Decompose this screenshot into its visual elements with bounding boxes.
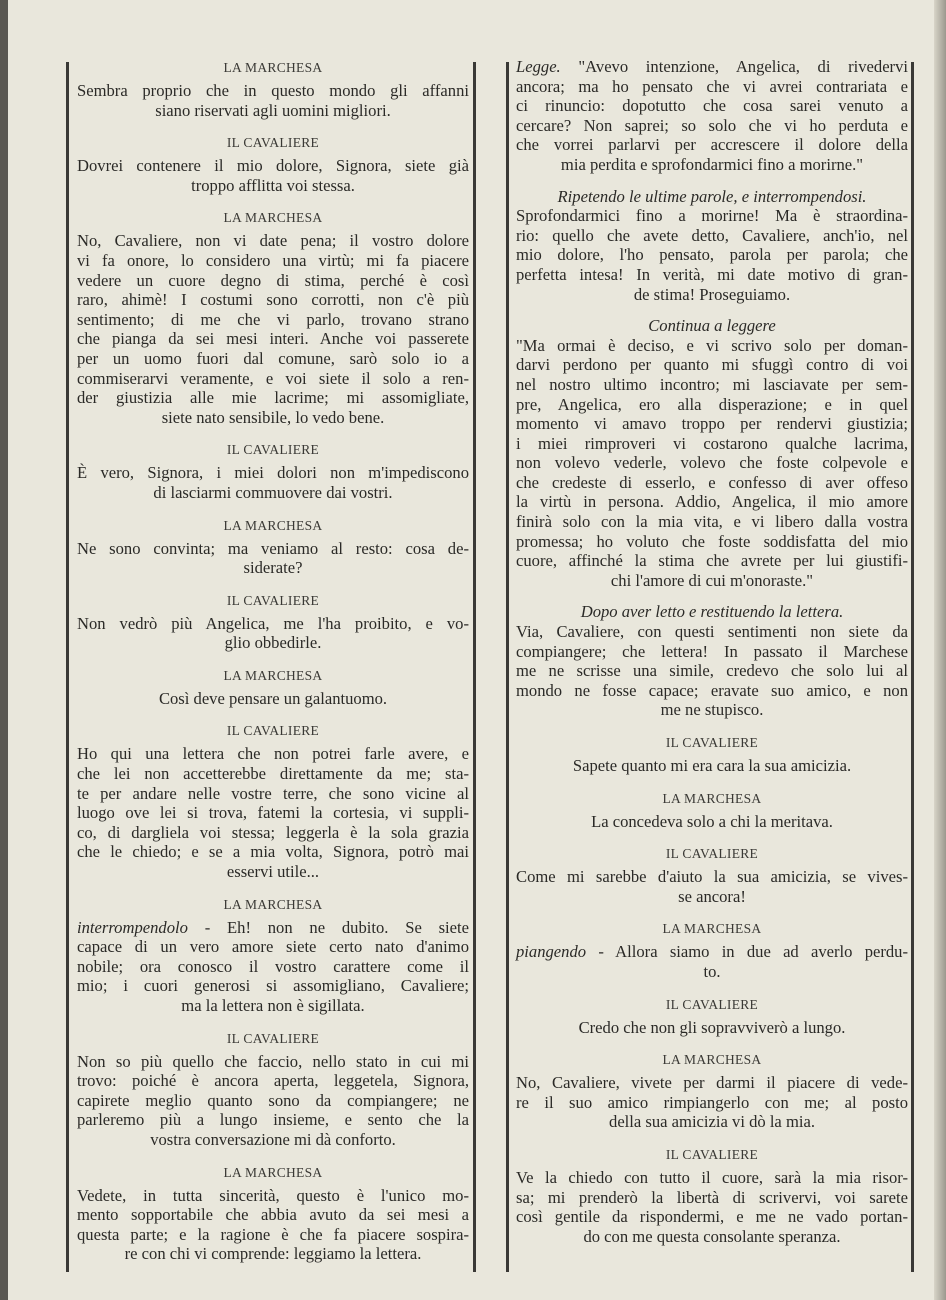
line-text: "Avevo intenzione, Angelica, di rivedervi [560,57,908,76]
text-line: i miei rimproveri vi costarono qualche lacrima, [516,433,908,453]
text-line: co, di dargliela voi stessa; leggerla è la sola grazia [77,822,469,842]
text-line: de stima! Proseguiamo. [633,284,791,304]
text-line: di lasciarmi commuovere dai vostri. [153,482,393,502]
text-line: per un uomo fuori dal comune, sarò solo io a [77,348,469,368]
dialogue-block [516,843,908,906]
speaker-name: IL CAVALIERE [226,442,320,458]
dialogue-block [516,1144,908,1246]
text-line: sentimento; di me che vi parlo, trovano strano [77,309,469,329]
text-line: mio dolore, l'ho pensato, parola per parola; che [516,245,908,265]
column-rule-right [911,62,914,1272]
text-line: parleremo più a lungo insieme, e sento che la [77,1110,469,1130]
text-line: ci rinuncio: dopotutto che cosa sarei venuto a [516,96,908,116]
text-line: troppo afflitta voi stessa. [191,175,355,195]
text-line: nobile; ora conosco il vostro carattere come il [77,956,469,976]
text-line: La concedeva solo a chi la meritava. [591,811,833,831]
speaker-name: IL CAVALIERE [665,996,759,1012]
text-line: che pianga da sei mesi interi. Anche voi passerete [77,329,469,349]
text-line: momento vi amavo troppo per rendervi giustizia; [516,414,908,434]
text-line: promessa; ho voluto che foste soddisfatta del mio [516,531,908,551]
speaker-name: LA MARCHESA [223,1164,323,1180]
dialogue-block [516,316,908,590]
column-rule-middle-right [506,62,509,1272]
text-line: mondo ne fosse capace; eravate suo amico, e non [516,680,908,700]
dialogue-block [77,57,469,120]
dialogue-block [516,918,908,981]
speaker-name: IL CAVALIERE [665,1146,759,1162]
text-line: Ne sono convinta; ma veniamo al resto: cosa de- [77,538,469,558]
dialogue-block [77,665,469,709]
text-line: finirà solo con la mia vita, e vi libero dalla vostra [516,512,908,532]
text-line: trovo: poiché è ancora aperta, leggetela, Signora, [77,1071,469,1091]
line-text: - Allora siamo in due ad averlo perdu- [586,942,908,962]
text-line: la virtù in persona. Addio, Angelica, il mio amore [516,492,908,512]
text-line: do con me questa consolante speranza. [583,1226,841,1246]
dialogue-block [77,894,469,1016]
speaker-name: LA MARCHESA [223,210,323,226]
stage-direction: Dopo aver letto e restituendo la lettera. [580,602,844,622]
speaker-name: LA MARCHESA [662,921,762,937]
text-line: compiangere; che lettera! In passato il Marchese [516,641,908,661]
text-line: vedere un cuore degno di stima, perché è così [77,270,469,290]
dialogue-block [516,788,908,832]
text-line: Dovrei contenere il mio dolore, Signora, siete già [77,156,469,176]
text-line: "Ma ormai è deciso, e vi scrivo solo per doman- [516,335,908,355]
italic-direction: Legge. [516,57,561,76]
line-text: - Eh! non ne dubito. Se siete [187,917,469,937]
text-line: questa parte; e la ragione è che fa piacere sospira- [77,1224,469,1244]
text-line: Come mi sarebbe d'aiuto la sua amicizia, se vives- [516,867,908,887]
text-line: Via, Cavaliere, con questi sentimenti non siete da [516,622,908,642]
text-line: der giustizia alle mie lacrime; mi assomigliate, [77,388,469,408]
text-line: mento sopportabile che abbia avuto da sei mesi a [77,1205,469,1225]
speaker-name: LA MARCHESA [223,667,323,683]
text-line: te per andare nelle vostre terre, che sono vicine al [77,783,469,803]
page-edge-left [0,0,8,1300]
text-line: Vedete, in tutta sincerità, questo è l'unico mo- [77,1185,469,1205]
speaker-name: LA MARCHESA [662,790,762,806]
text-line: re con chi vi comprende: leggiamo la lettera. [124,1244,422,1264]
text-line [77,918,469,938]
text-line: pre, Angelica, ero alla disperazione; e in quel [516,394,908,414]
speaker-name: IL CAVALIERE [665,735,759,750]
stage-direction: Ripetendo le ultime parole, e interrompendosi. [557,186,867,206]
text-line: nel nostro ultimo incontro; mi lasciavate per sem- [516,374,908,394]
speaker-name: IL CAVALIERE [665,846,759,862]
text-line: glio obbedirle. [224,633,322,653]
dialogue-block [77,207,469,427]
column-rule-middle-left [473,62,476,1272]
text-line: esservi utile... [226,862,320,882]
text-line: Così deve pensare un galantuomo. [158,688,388,708]
text-line: ancora; ma ho pensato che vi avrei contrariata e [516,76,908,96]
dialogue-block [516,187,908,305]
dialogue-block [77,439,469,502]
speaker-name: IL CAVALIERE [226,135,320,151]
text-line: me ne stupisco. [660,700,764,720]
speaker-name: LA MARCHESA [662,1052,762,1068]
text-line [516,57,908,77]
speaker-name: IL CAVALIERE [226,592,320,608]
text-line: No, Cavaliere, vivete per darmi il piacere di vede- [516,1073,908,1093]
text-line: darvi perdono per quanto mi sfuggì contro di voi [516,355,908,375]
text-line: commiserarvi veramente, e voi siete il solo a ren- [77,368,469,388]
dialogue-block [516,732,908,776]
text-line: mia perdita e sprofondarmici fino a morirne." [560,154,864,174]
text-column-left [77,57,469,1276]
dialogue-block [77,590,469,653]
text-line: rio: quello che avete detto, Cavaliere, anch'io, nel [516,225,908,245]
text-line: cuore, affinché la stima che avrete per lui giustifi- [516,551,908,571]
text-line [516,942,908,962]
text-line: Sapete quanto mi era cara la sua amicizia. [572,756,852,775]
dialogue-block [516,1049,908,1132]
dialogue-block [77,1162,469,1264]
page-edge-right [934,0,946,1300]
text-line: to. [703,961,721,981]
text-line: così gentile da rispondermi, e me ne vado portan- [516,1207,908,1227]
speaker-name: IL CAVALIERE [226,723,320,739]
dialogue-block [77,515,469,578]
speaker-name: LA MARCHESA [223,517,323,533]
text-line: capirete meglio quanto sono da compiangere; ne [77,1090,469,1110]
dialogue-block [516,994,908,1038]
text-line: Sembra proprio che in questo mondo gli affanni [77,81,469,100]
dialogue-block [77,1028,469,1150]
speaker-name: IL CAVALIERE [226,1030,320,1046]
text-line: della sua amicizia vi dò la mia. [609,1112,815,1132]
text-line: vi fa onore, lo considero una virtù; mi fa piacere [77,250,469,270]
text-line: perfetta intesa! In verità, mi date motivo di gran- [516,264,908,284]
text-line: Credo che non gli sopravviverò a lungo. [578,1017,846,1037]
text-line: che le chiedo; e se a mia volta, Signora, potrò mai [77,842,469,862]
text-line: raro, ahimè! I costumi sono corrotti, non c'è più [77,290,469,310]
text-line: Non vedrò più Angelica, me l'ha proibito, e vo- [77,613,469,633]
text-line: Ho qui una lettera che non potrei farle avere, e [77,744,469,764]
text-column-right [516,57,908,1258]
text-line: che lei non accetterebbe direttamente da me; sta- [77,764,469,784]
speaker-name: LA MARCHESA [223,896,323,912]
text-line: mio; i cuori generosi si assomigliano, Cavaliere; [77,976,469,996]
dialogue-block [516,602,908,720]
italic-direction: piangendo [516,942,587,962]
speaker-name: LA MARCHESA [223,60,323,75]
text-line: capace di un vero amore siete certo nato d'animo [77,937,469,957]
text-line: se ancora! [678,886,746,906]
text-line: chi l'amore di cui m'onoraste." [610,570,814,590]
text-line: non volevo vederle, volevo che foste colpevole e [516,453,908,473]
dialogue-block [516,57,908,175]
text-line: Non so più quello che faccio, nello stato in cui mi [77,1051,469,1071]
text-line: siete nato sensibile, lo vedo bene. [161,407,385,427]
text-line: cercare? Non saprei; so solo che vi ho perduta e [516,115,908,135]
text-line: vostra conversazione mi dà conforto. [150,1129,396,1149]
text-line: Sprofondarmici fino a morirne! Ma è straordina- [516,206,908,226]
text-line: luogo ove lei si trova, fatemi la cortesia, vi suppli- [77,803,469,823]
text-line: re il suo amico rimpiangerlo con me; al posto [516,1092,908,1112]
text-line: ma la lettera non è sigillata. [181,996,365,1015]
italic-direction: interrompendolo [77,917,188,937]
text-line: sa; mi prenderò la libertà di scrivervi, voi sarete [516,1187,908,1207]
text-line: che vorrei parlarvi per accrescere il dolore della [516,135,908,155]
text-line: me ne scrisse una simile, credevo che solo lui al [516,661,908,681]
text-line: siderate? [243,558,303,578]
text-line: Ve la chiedo con tutto il cuore, sarà la mia risor- [516,1167,908,1187]
stage-direction: Continua a leggere [648,316,776,336]
text-line: No, Cavaliere, non vi date pena; il vostro dolore [77,231,469,251]
dialogue-block [77,720,469,881]
text-line: che credeste di esserlo, e confesso di aver offeso [516,472,908,492]
text-line: siano riservati agli uomini migliori. [155,100,391,120]
dialogue-block [77,132,469,195]
column-rule-left [66,62,69,1272]
text-line: È vero, Signora, i miei dolori non m'impediscono [77,463,469,483]
